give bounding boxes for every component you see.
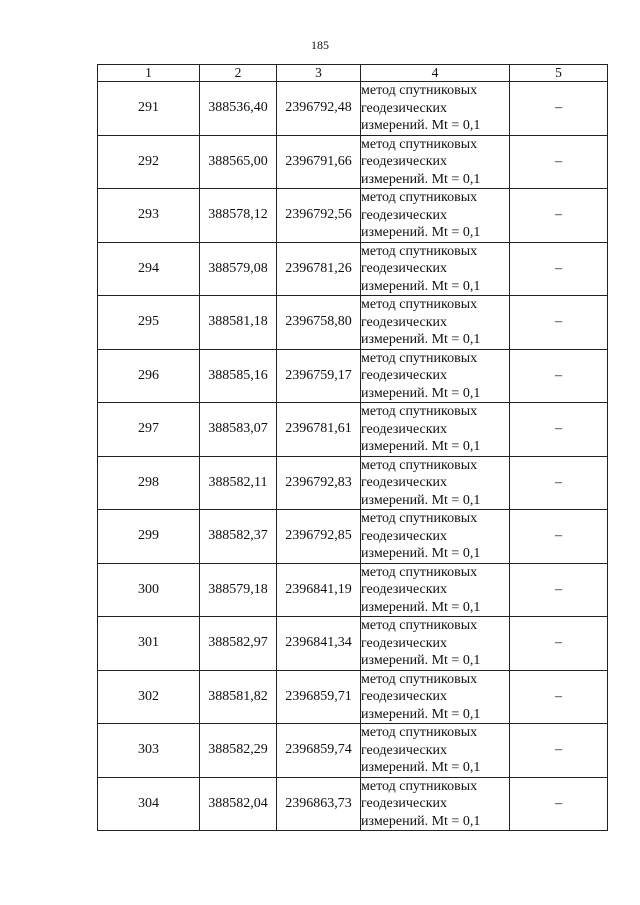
note-cell: –	[510, 242, 608, 296]
point-number-cell: 303	[98, 724, 200, 778]
method-cell	[361, 456, 510, 510]
column-header-2: 2	[200, 65, 277, 82]
x-coordinate-cell: 388583,07	[200, 403, 277, 457]
method-cell	[361, 82, 510, 136]
method-line: геодезических	[361, 582, 448, 597]
method-cell	[361, 617, 510, 671]
method-line: геодезических	[361, 742, 448, 758]
x-coordinate-cell: 388578,12	[200, 189, 277, 243]
y-coordinate-cell: 2396859,74	[277, 724, 361, 778]
method-line: измерений. Mt = 0,1	[361, 385, 481, 401]
y-coordinate-cell: 2396781,26	[277, 242, 361, 296]
table-row	[98, 563, 608, 617]
x-coordinate-cell: 388582,37	[200, 510, 277, 564]
point-number-cell: 304	[98, 777, 200, 831]
note-cell: –	[510, 510, 608, 564]
method-line: измерений. Mt = 0,1	[361, 760, 481, 775]
method-cell	[361, 724, 510, 778]
x-coordinate-cell: 388579,08	[200, 242, 277, 296]
table-row	[98, 189, 608, 243]
note-cell: –	[510, 189, 608, 243]
method-line: геодезических	[361, 368, 448, 383]
method-cell	[361, 403, 510, 457]
column-header-4: 4	[361, 65, 510, 82]
method-cell	[361, 349, 510, 403]
table-row	[98, 510, 608, 564]
method-cell	[361, 777, 510, 831]
y-coordinate-cell: 2396792,85	[277, 510, 361, 564]
y-coordinate-cell: 2396859,71	[277, 670, 361, 724]
point-number-cell: 302	[98, 670, 200, 724]
table-row	[98, 349, 608, 403]
method-line: метод спутниковых	[361, 190, 478, 205]
method-line: геодезических	[361, 528, 448, 544]
point-number-cell: 294	[98, 242, 200, 296]
method-line: метод спутниковых	[361, 564, 478, 580]
table-row	[98, 670, 608, 724]
method-line: измерений. Mt = 0,1	[361, 492, 481, 508]
point-number-cell: 292	[98, 135, 200, 189]
method-line: измерений. Mt = 0,1	[361, 332, 481, 347]
table-row	[98, 296, 608, 350]
method-line: метод спутниковых	[361, 83, 478, 98]
method-cell	[361, 296, 510, 350]
method-line: метод спутниковых	[361, 457, 478, 473]
note-cell: –	[510, 670, 608, 724]
point-number-cell: 299	[98, 510, 200, 564]
method-line: измерений. Mt = 0,1	[361, 813, 481, 829]
note-cell: –	[510, 724, 608, 778]
y-coordinate-cell: 2396758,80	[277, 296, 361, 350]
method-cell	[361, 189, 510, 243]
point-number-cell: 298	[98, 456, 200, 510]
y-coordinate-cell: 2396791,66	[277, 135, 361, 189]
x-coordinate-cell: 388579,18	[200, 563, 277, 617]
x-coordinate-cell: 388565,00	[200, 135, 277, 189]
y-coordinate-cell: 2396792,48	[277, 82, 361, 136]
method-line: метод спутниковых	[361, 511, 478, 526]
method-line: геодезических	[361, 796, 448, 811]
table-row	[98, 456, 608, 510]
method-cell	[361, 670, 510, 724]
point-number-cell: 291	[98, 82, 200, 136]
method-line: геодезических	[361, 261, 448, 276]
y-coordinate-cell: 2396781,61	[277, 403, 361, 457]
method-cell	[361, 510, 510, 564]
method-line: метод спутниковых	[361, 404, 478, 419]
method-line: измерений. Mt = 0,1	[361, 439, 481, 454]
method-cell	[361, 563, 510, 617]
table-row	[98, 777, 608, 831]
method-cell	[361, 242, 510, 296]
note-cell: –	[510, 135, 608, 189]
table-row	[98, 242, 608, 296]
table-row	[98, 724, 608, 778]
x-coordinate-cell: 388581,18	[200, 296, 277, 350]
table-body	[98, 65, 608, 831]
table-row	[98, 82, 608, 136]
method-line: измерений. Mt = 0,1	[361, 653, 481, 668]
x-coordinate-cell: 388582,04	[200, 777, 277, 831]
method-line: измерений. Mt = 0,1	[361, 278, 481, 294]
note-cell: –	[510, 296, 608, 350]
y-coordinate-cell: 2396863,73	[277, 777, 361, 831]
note-cell: –	[510, 82, 608, 136]
method-line: метод спутниковых	[361, 618, 478, 633]
x-coordinate-cell: 388582,11	[200, 456, 277, 510]
method-line: метод спутниковых	[361, 297, 478, 312]
method-line: измерений. Mt = 0,1	[361, 171, 481, 187]
method-line: измерений. Mt = 0,1	[361, 225, 481, 240]
table-row	[98, 403, 608, 457]
method-line: геодезических	[361, 635, 448, 651]
point-number-cell: 301	[98, 617, 200, 671]
column-header-3: 3	[277, 65, 361, 82]
table-row	[98, 617, 608, 671]
note-cell: –	[510, 349, 608, 403]
note-cell: –	[510, 456, 608, 510]
method-line: метод спутниковых	[361, 778, 478, 794]
x-coordinate-cell: 388536,40	[200, 82, 277, 136]
method-line: геодезических	[361, 421, 448, 437]
method-line: метод спутниковых	[361, 671, 478, 687]
table-row	[98, 135, 608, 189]
note-cell: –	[510, 617, 608, 671]
y-coordinate-cell: 2396841,19	[277, 563, 361, 617]
method-line: геодезических	[361, 475, 448, 490]
x-coordinate-cell: 388585,16	[200, 349, 277, 403]
x-coordinate-cell: 388582,29	[200, 724, 277, 778]
y-coordinate-cell: 2396759,17	[277, 349, 361, 403]
table-header-row	[98, 65, 608, 82]
method-line: геодезических	[361, 314, 448, 330]
y-coordinate-cell: 2396792,83	[277, 456, 361, 510]
y-coordinate-cell: 2396792,56	[277, 189, 361, 243]
method-line: геодезических	[361, 689, 448, 704]
method-line: геодезических	[361, 207, 448, 223]
method-line: геодезических	[361, 154, 448, 169]
note-cell: –	[510, 563, 608, 617]
page-number: 185	[311, 38, 329, 52]
x-coordinate-cell: 388582,97	[200, 617, 277, 671]
method-line: измерений. Mt = 0,1	[361, 706, 481, 722]
column-header-5: 5	[510, 65, 608, 82]
point-number-cell: 296	[98, 349, 200, 403]
x-coordinate-cell: 388581,82	[200, 670, 277, 724]
method-line: метод спутниковых	[361, 136, 478, 152]
note-cell: –	[510, 777, 608, 831]
point-number-cell: 295	[98, 296, 200, 350]
note-cell: –	[510, 403, 608, 457]
method-line: измерений. Mt = 0,1	[361, 118, 481, 133]
coordinates-table	[97, 64, 608, 831]
point-number-cell: 300	[98, 563, 200, 617]
column-header-1: 1	[98, 65, 200, 82]
method-line: измерений. Mt = 0,1	[361, 546, 481, 561]
y-coordinate-cell: 2396841,34	[277, 617, 361, 671]
method-line: геодезических	[361, 100, 448, 116]
point-number-cell: 297	[98, 403, 200, 457]
point-number-cell: 293	[98, 189, 200, 243]
method-line: метод спутниковых	[361, 243, 478, 259]
method-line: метод спутниковых	[361, 725, 478, 740]
method-cell	[361, 135, 510, 189]
method-line: измерений. Mt = 0,1	[361, 599, 481, 615]
method-line: метод спутниковых	[361, 350, 478, 366]
